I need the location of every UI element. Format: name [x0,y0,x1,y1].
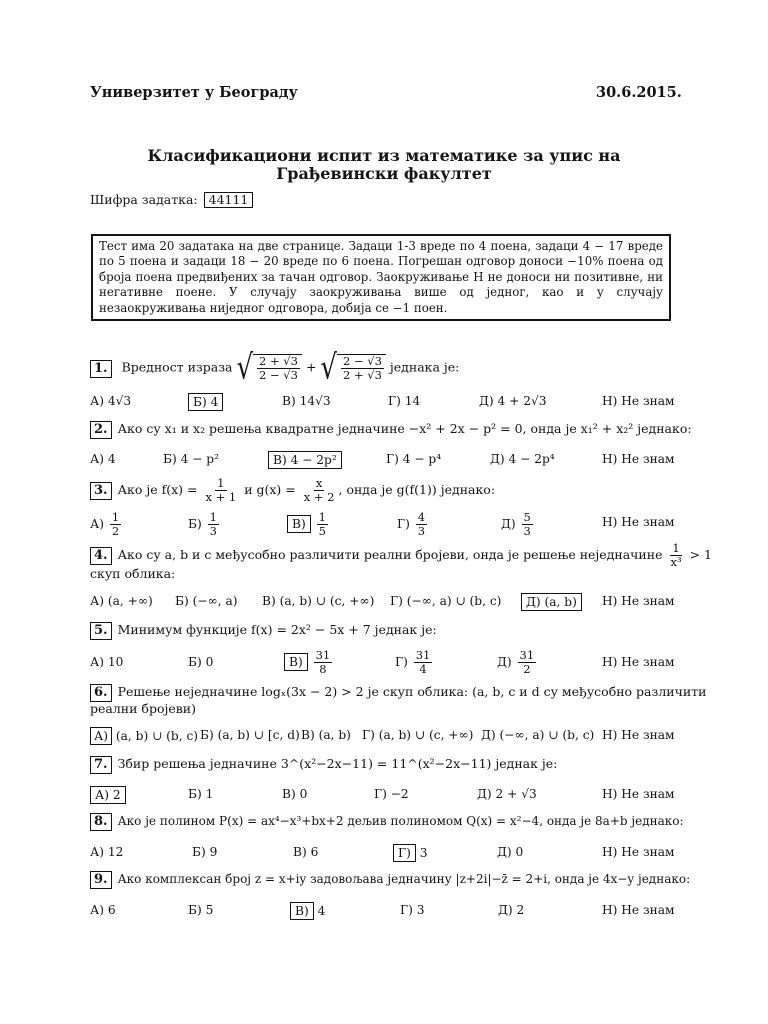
answer-9e[interactable]: Д) 2 [498,903,525,917]
exam-title-line2: Грађевински факултет [276,164,492,183]
answer-5a[interactable]: А) 10 [90,655,124,669]
fraction-ineq: $\frac{1}{\text{x³}}$ [670,541,682,569]
answer-1c[interactable]: В) 14√3 [282,394,331,408]
answer-5n[interactable]: Н) Не знам [602,655,675,669]
answer-4d[interactable]: Г) (−∞, a) ∪ (b, c) [390,594,502,608]
answer-2e[interactable]: Д) 4 − 2p⁴ [490,452,555,466]
question-6-cont: реални бројеви) [90,701,196,716]
question-5 [90,622,437,640]
answer-4n[interactable]: Н) Не знам [602,594,675,608]
answer-5e[interactable]: Д) $\frac{31}{2}$ [497,648,535,676]
answer-5b[interactable]: Б) 0 [188,655,214,669]
task-code-label: Шифра задатка: [90,192,198,207]
answer-6e[interactable]: Д) (−∞, a) ∪ (b, c) [481,728,595,742]
answer-9a[interactable]: А) 6 [90,903,116,917]
answer-1b-selected[interactable]: Б) 4 [188,393,223,411]
answer-2a[interactable]: А) 4 [90,452,116,466]
question-4: 4. Ако су a, b и c међусобно различити реални бројеви, онда је решење неједначине $\frac{1}{\text{x³}}$ > 1 [90,542,712,569]
question-7 [90,756,557,774]
answer-8c[interactable]: В) 6 [293,845,319,859]
question-4-cont: скуп облика: [90,566,176,581]
answer-6a-selected[interactable]: А) (a, b) ∪ (b, c) [90,727,198,745]
answer-3c-selected[interactable]: В) $\frac{1}{5}$ [287,511,330,538]
answer-4a[interactable]: А) (a, +∞) [90,594,153,608]
question-text: Ако је полином P(x) = ax⁴−x³+bx+2 дељив полиномом Q(x) = x²−4, онда је 8a+b једнако: [117,814,684,828]
fraction-g: $\frac{x}{x + 2}$ [303,476,335,504]
instructions-box: Тест има 20 задатака на две странице. Задаци 1-3 вреде по 4 поена, задаци 4 − 17 вреде по 5 поена и задаци 18 − 20 вреде по 6 поена. Погрешан одговор доноси −10% поена од броја поена предвиђених за тачан одговор. Заокруживање Н не доноси ни позитивне, ни негативне поене. У случају заокруживања више од једног, као и у случају незаокруживања ниједног одговора, добија се −1 поен. [91,234,671,321]
question-text: Вредност израза [121,359,233,375]
answer-8e[interactable]: Д) 0 [497,845,524,859]
university-name: Универзитет у Београду [90,84,298,101]
question-3: 3. Ако је f(x) = $\frac{1}{x + 1}$ и g(x) = $\frac{x}{x + 2}$ , онда је g(f(1)) једнако: [90,477,495,504]
question-text: Збир решења једначине 3^(x²−2x−11) = 11^(x²−2x−11) једнак је: [117,756,558,771]
answer-7a-selected[interactable]: А) 2 [90,786,126,804]
fraction-f: $\frac{1}{x + 1}$ [205,476,237,504]
answer-7d[interactable]: Г) −2 [374,787,409,801]
answer-3b[interactable]: Б) $\frac{1}{3}$ [188,510,217,538]
exam-title-line1: Класификациони испит из математике за упис на [147,146,621,165]
answer-8b[interactable]: Б) 9 [192,845,218,859]
question-6 [90,684,706,702]
question-text: Минимум функције f(x) = 2x² − 5x + 7 једнак је: [117,622,437,637]
answer-1d[interactable]: Г) 14 [388,394,421,408]
answer-4c[interactable]: В) (a, b) ∪ (c, +∞) [262,594,375,608]
answer-3e[interactable]: Д) $\frac{5}{3}$ [501,510,531,538]
question-number: 4. [90,547,112,565]
answer-3a[interactable]: А) $\frac{1}{2}$ [90,510,120,538]
answer-6c[interactable]: В) (a, b) [301,728,351,742]
question-number: 1. [90,360,112,378]
question-text: Ако су x₁ и x₂ решења квадратне једначине −x² + 2x − p² = 0, онда је x₁² + x₂² једнако: [117,421,692,436]
question-text-end: једнака је: [389,359,460,375]
question-number: 6. [90,684,112,702]
answer-9n[interactable]: Н) Не знам [602,903,675,917]
question-2 [90,421,692,439]
task-code-value: 44111 [204,192,254,208]
answer-1n[interactable]: Н) Не знам [602,394,675,408]
answer-6n[interactable]: Н) Не знам [602,728,675,742]
answer-6d[interactable]: Г) (a, b) ∪ (c, +∞) [362,728,474,742]
question-number: 7. [90,756,112,774]
answer-1e[interactable]: Д) 4 + 2√3 [479,394,547,408]
answer-9c-selected[interactable]: В) 4 [290,902,325,920]
question-text: Решење неједначине logₓ(3x − 2) > 2 је скуп облика: (a, b, c и d су међусобно различити [117,684,707,699]
answer-4b[interactable]: Б) (−∞, a) [175,594,238,608]
answer-2n[interactable]: Н) Не знам [602,452,675,466]
exam-date: 30.6.2015. [596,84,682,101]
answer-7b[interactable]: Б) 1 [188,787,214,801]
answer-9b[interactable]: Б) 5 [188,903,214,917]
question-8 [90,813,684,831]
answer-7c[interactable]: В) 0 [282,787,308,801]
answer-8n[interactable]: Н) Не знам [602,845,675,859]
question-number: 5. [90,622,112,640]
question-number: 3. [90,482,112,500]
answer-2d[interactable]: Г) 4 − p⁴ [386,452,442,466]
answer-9d[interactable]: Г) 3 [400,903,425,917]
task-code-row [90,192,253,208]
radical-expression-2: √ $\frac{2 - √3}{2 + √3}$ [320,354,386,382]
answer-8d-selected[interactable]: Г) 3 [393,844,427,862]
answer-5c-selected[interactable]: В) $\frac{31}{8}$ [284,649,334,676]
answer-6b[interactable]: Б) (a, b) ∪ [c, d) [200,728,300,742]
answer-7e[interactable]: Д) 2 + √3 [477,787,537,801]
answer-4e-selected[interactable]: Д) (a, b) [521,593,582,611]
question-text: Ако комплексан број z = x+iy задовољава једначину |z+2i|−z̄ = 2+i, онда је 4x−y једнако: [117,872,691,886]
answer-3d[interactable]: Г) $\frac{4}{3}$ [397,510,426,538]
answer-2c-selected[interactable]: В) 4 − 2p² [268,451,342,469]
question-number: 9. [90,871,112,889]
question-1: 1. Вредност израза √ $\frac{2 + √3}{2 - √3}$ + √ $\frac{2 - √3}{2 + √3}$ једнака је: [90,354,459,382]
answer-3n[interactable]: Н) Не знам [602,515,675,529]
answer-2b[interactable]: Б) 4 − p² [163,452,219,466]
answer-5d[interactable]: Г) $\frac{31}{4}$ [395,648,431,676]
answer-8a[interactable]: А) 12 [90,845,124,859]
answer-7n[interactable]: Н) Не знам [602,787,675,801]
question-9 [90,871,690,889]
radical-expression-1: √ $\frac{2 + √3}{2 - √3}$ [236,354,302,382]
question-number: 8. [90,813,112,831]
answer-1a[interactable]: А) 4√3 [90,394,132,408]
question-number: 2. [90,421,112,439]
